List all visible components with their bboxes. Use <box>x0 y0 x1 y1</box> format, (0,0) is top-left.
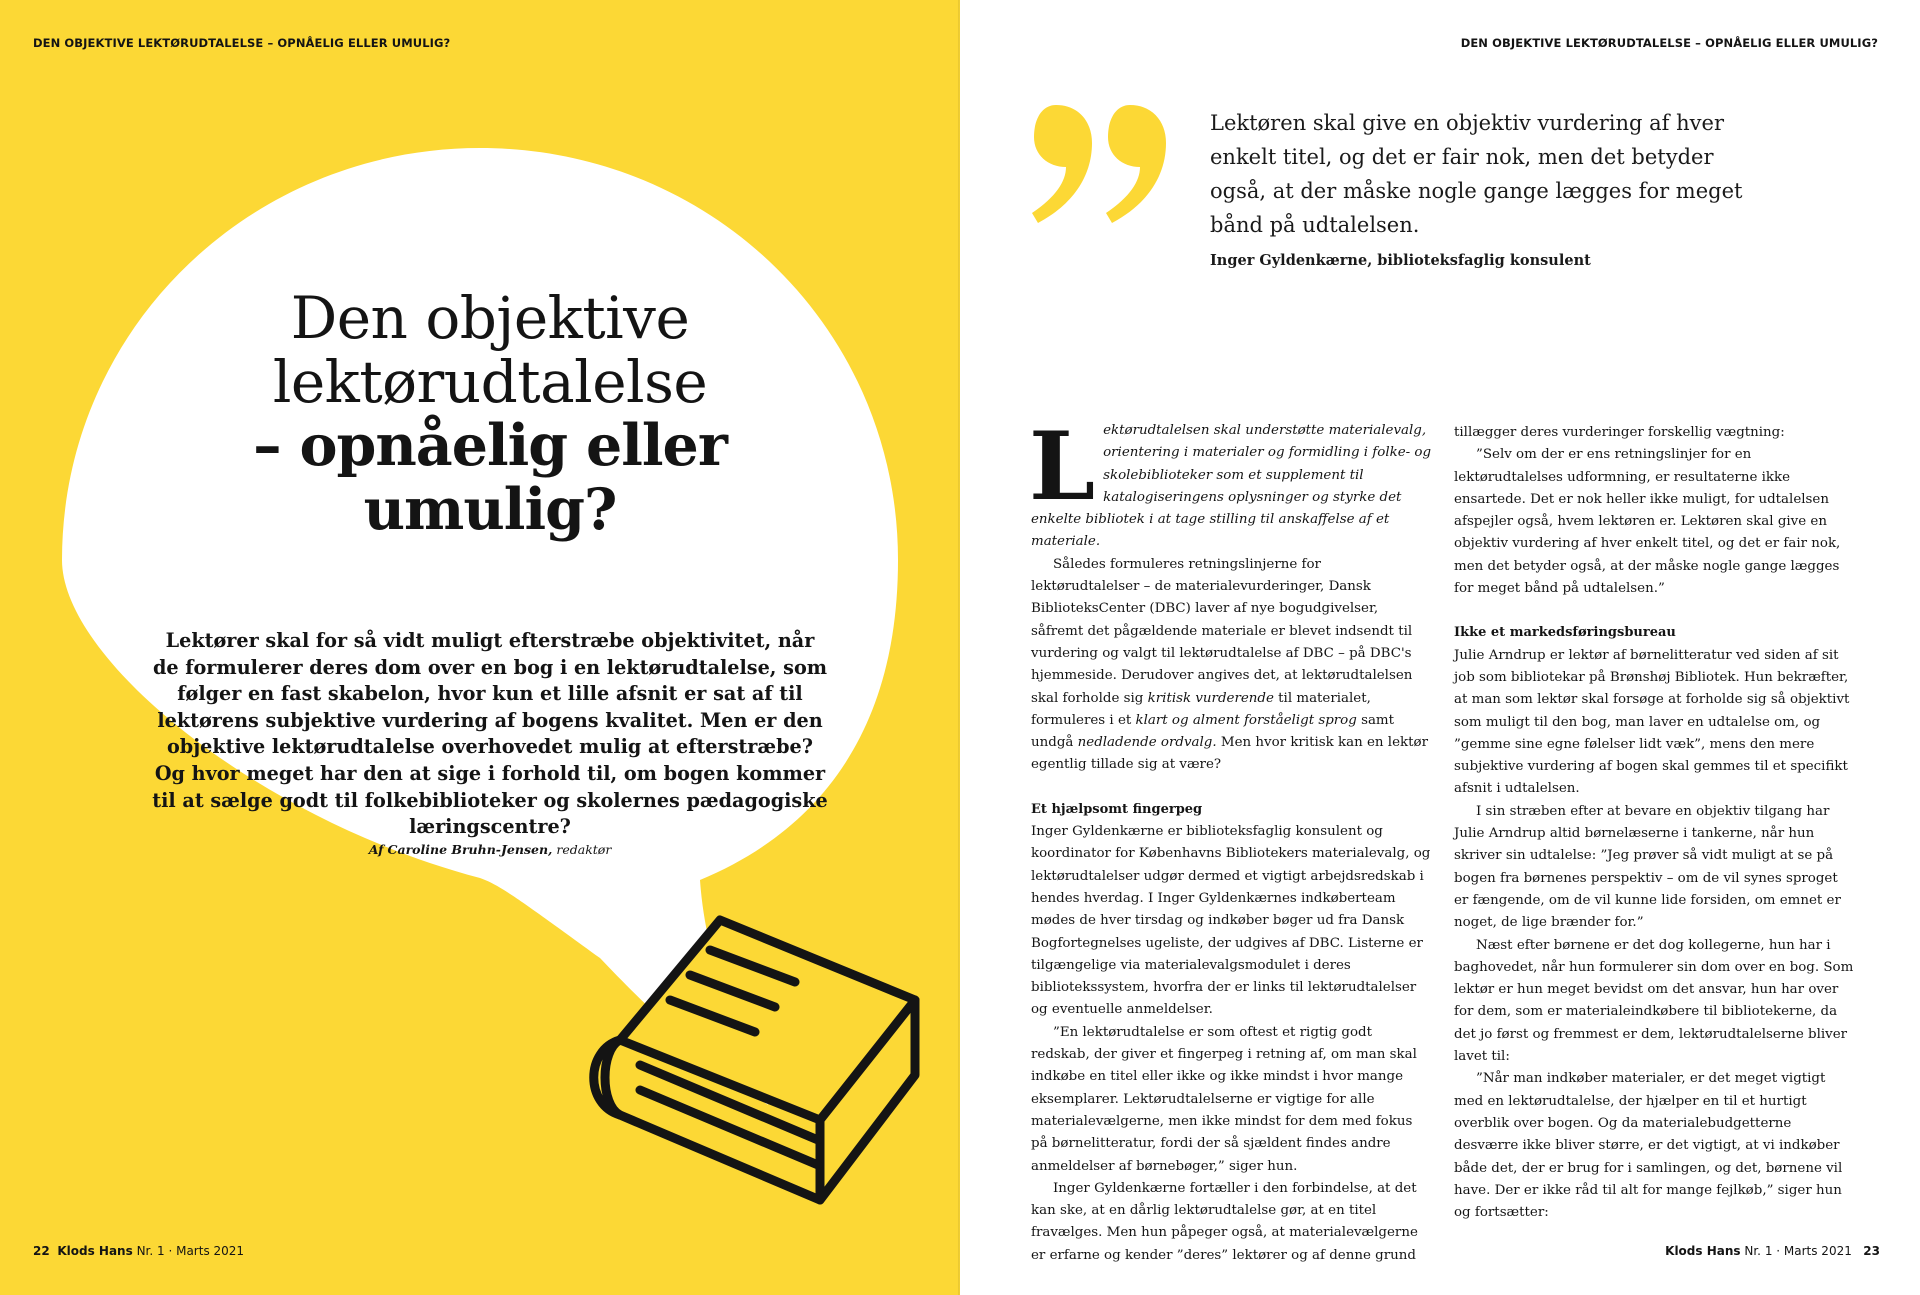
byline <box>150 842 830 857</box>
body-paragraph: I sin stræben efter at bevare en objektiv tilgang har Julie Arndrup altid børnelæserne i tankerne, når hun skriver sin udtalelse: ”Jeg prøver så vidt muligt at se på bogen fra børnenes perspektiv – om de vil synes sproget er fængende, om de vil kunne lide forsiden, om emnet er noget, de lige brænder for.” <box>1454 803 1841 931</box>
right-page <box>960 0 1920 1295</box>
article-title <box>120 286 860 542</box>
body-paragraph: ”En lektørudtalelse er som oftest et rigtig godt redskab, der giver et fingerpeg i retning af, om man skal indkøbe en titel eller ikke og ikke mindst i hvor mange eksemplarer. Lektørudtalelserne er vigtige for alle materialevælgerne, men ikke mindst for dem med fokus på børnelitteratur, fordi der så sjældent findes andre anmeldelser af børnebøger,” siger hun. <box>1031 1024 1417 1174</box>
body-paragraph: ”Når man indkøber materialer, er det meget vigtigt med en lektørudtalelse, der hjælper en til et hurtigt overblik over bogen. Og da materialebudgetterne desværre ikke bliver større, er det vigtigt, at vi indkøber både det, der er brug for i samlingen, og det, børnene vil have. Der er ikke råd til alt for mange fejlkøb,” siger hun og fortsætter: <box>1454 1071 1843 1221</box>
issue-right: Nr. 1 · Marts 2021 <box>1744 1244 1852 1258</box>
pull-quote: Lektøren skal give en objektiv vurdering af hver enkelt titel, og det er fair nok, men det betyder også, at der måske nogle gange lægges for meget bånd på udtalelsen. <box>1210 111 1743 237</box>
running-head-left: DEN OBJEKTIVE LEKTØRUDTALELSE – OPNÅELIG ELLER UMULIG? <box>33 36 451 50</box>
magazine-name-left: Klods Hans <box>57 1244 133 1258</box>
magazine-name-right: Klods Hans <box>1665 1244 1741 1258</box>
intro-paragraph: ektørudtalelsen skal understøtte materialevalg, orientering i materialer og formidling i folke- og skolebiblioteker som et supplement til katalogiseringens oplysninger og styrke det enkelte bibliotek i at tage stilling til anskaffelse af et materiale. <box>1031 423 1432 550</box>
book-icon <box>580 900 920 1220</box>
title-line-1: Den objektive <box>290 284 690 352</box>
body-paragraph: ”Selv om der er ens retningslinjer for en lektørudtalelses udformning, er resultaterne ikke ensartede. Det er nok heller ikke muligt, for udtalelsen afspejler også, hvem lektøren er. Lektøren skal give en objektiv vurdering af hver enkelt titel, og det er fair nok, men det betyder også, at der måske nogle gange lægges for meget bånd på udtalelsen.” <box>1454 447 1841 597</box>
folio-right <box>1665 1244 1880 1258</box>
title-line-3: – opnåelig eller <box>253 412 727 479</box>
body-paragraph: Inger Gyldenkærne er biblioteksfaglig konsulent og koordinator for Københavns Bibliotekers materialevalg, og lektørudtalelser udgør dermed et vigtigt arbejdsredskab i hendes hverdag. I Inger Gyldenkærnes indkøberteam mødes de hver tirsdag og indkøber bøger ud fra Dansk Bogfortegnelses ugeliste, der udgives af DBC. Listerne er tilgængelige via materialevalgsmodulet i deres bibliotekssystem, hvorfra der er links til lektørudtalelser og eventuelle anmeldelser. <box>1031 824 1431 1018</box>
body-paragraph: Således formuleres retningslinjerne for lektørudtalelser – de materialevurderinger, Dansk BiblioteksCenter (DBC) laver af nye bogudgivelser, såfremt det pågældende materiale er blevet indsendt til vurdering og valgt til lektørudtalelse af DBC – på DBC's hjemmeside. Derudover angives det, at lektørudtalelsen skal forholde sig kritisk vurderende til materialet, formuleres i et klart og alment forståeligt sprog samt undgå nedladende ordvalg. Men hvor kritisk kan en lektør egentlig tillade sig at være? <box>1031 556 1428 773</box>
title-line-2: lektørudtalelse <box>272 348 708 416</box>
byline-prefix: Af <box>368 842 384 857</box>
lead-paragraph: Lektører skal for så vidt muligt efterstræbe objektivitet, når de formulerer deres dom over en bog i en lektørudtalelse, som følger en fast skabelon, hvor kun et lille afsnit er sat af til lektørens subjektive vurdering af bogens kvalitet. Men er den objektive lektørudtalelse overhovedet mulig at efterstræbe? Og hvor meget har den at sige i forhold til, om bogen kommer til at sælge godt til folkebiblioteker og skolernes pædagogiske læringscentre? <box>152 629 828 839</box>
byline-role: redaktør <box>556 842 612 857</box>
body-paragraph: Inger Gyldenkærne fortæller i den forbindelse, at det kan ske, at en dårlig lektørudtalelse gør, at en titel fravælges. Men hun påpeger også, at materialevælgerne er erfarne og kender ”deres” lektører og af denne grund <box>1031 1180 1418 1263</box>
closing-quote-icon <box>1020 95 1170 245</box>
page-number-left: 22 <box>33 1244 50 1258</box>
body-paragraph: Næst efter børnene er det dog kollegerne, hun har i baghovedet, når hun formulerer sin dom over en bog. Som lektør er hun meget bevidst om det ansvar, hun har over for dem, som er materialeindkøbere til bibliotekerne, da det jo først og fremmest er dem, lektørudtalelserne bliver lavet til: <box>1454 937 1854 1065</box>
body-column-2 <box>1454 422 1856 1224</box>
byline-name: Caroline Bruhn-Jensen, <box>387 842 553 857</box>
body-column-1 <box>1029 412 1433 1267</box>
page-number-right: 23 <box>1863 1244 1880 1258</box>
pull-quote-source: Inger Gyldenkærne, biblioteksfaglig konsulent <box>1210 252 1591 269</box>
title-line-4: umulig? <box>363 476 617 543</box>
drop-cap: L <box>1029 412 1096 522</box>
body-paragraph: Julie Arndrup er lektør af børnelitteratur ved siden af sit job som bibliotekar på Brønshøj Bibliotek. Hun bekræfter, at man som lektør skal forsøge at forholde sig så objektivt som muligt til den bog, man laver en udtalelse om, og ”gemme sine egne følelser lidt væk”, mens den mere subjektive vurdering af bogen skal gemmes til et specifikt afsnit i udtalelsen. <box>1454 647 1850 797</box>
folio-left <box>33 1244 244 1258</box>
issue-left: Nr. 1 · Marts 2021 <box>136 1244 245 1258</box>
body-paragraph: tillægger deres vurderinger forskellig vægtning: <box>1454 425 1785 440</box>
running-head-right: DEN OBJEKTIVE LEKTØRUDTALELSE – OPNÅELIG ELLER UMULIG? <box>1460 36 1878 50</box>
subheading-markedsforing: Ikke et markedsføringsbureau <box>1454 625 1676 641</box>
subheading-fingerpeg: Et hjælpsomt fingerpeg <box>1031 801 1203 817</box>
